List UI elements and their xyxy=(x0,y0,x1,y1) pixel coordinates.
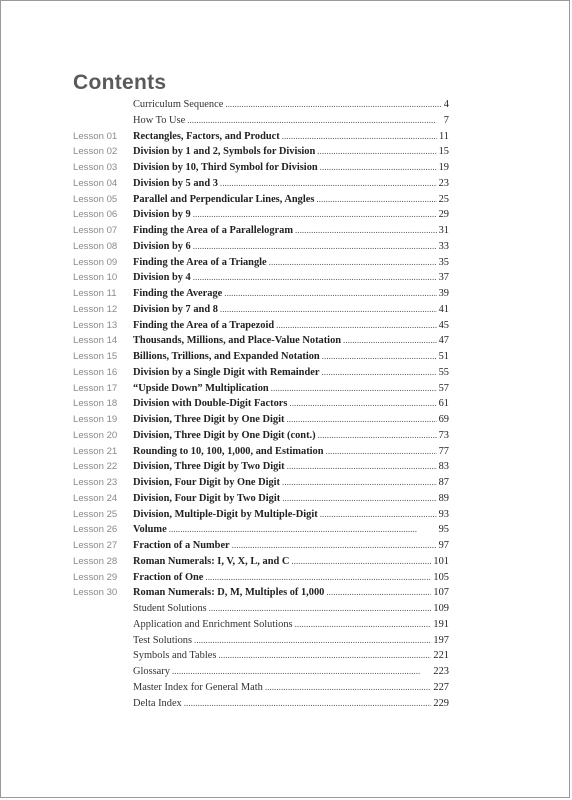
entry-title: Roman Numerals: I, V, X, L, and C xyxy=(133,555,290,567)
entry-title: Division, Three Digit by Two Digit xyxy=(133,461,285,473)
page-number: 7 xyxy=(443,114,449,126)
lesson-number: Lesson 04 xyxy=(73,177,118,189)
entry-title: Delta Index xyxy=(133,697,182,709)
toc-entry xyxy=(73,396,449,412)
dot-leader xyxy=(282,475,437,491)
dot-leader xyxy=(295,223,437,239)
dot-leader xyxy=(194,633,431,649)
page-number: 227 xyxy=(433,681,449,693)
page-number: 191 xyxy=(433,618,449,630)
entry-title: Master Index for General Math xyxy=(133,681,263,693)
dot-leader xyxy=(205,570,431,586)
page-number: 47 xyxy=(438,335,449,347)
toc-entry xyxy=(73,475,449,491)
lesson-number: Lesson 07 xyxy=(73,225,118,236)
lesson-number: Lesson 18 xyxy=(73,398,118,410)
toc-entry xyxy=(73,554,449,570)
toc-entry xyxy=(73,664,449,680)
page-number: 29 xyxy=(438,209,449,221)
toc-entry xyxy=(73,239,449,255)
dot-leader xyxy=(282,491,436,507)
entry-title: Division by 9 xyxy=(133,209,191,221)
page-number: 35 xyxy=(438,256,449,268)
lesson-number: Lesson 14 xyxy=(73,335,118,347)
lesson-number: Lesson 10 xyxy=(73,272,118,284)
dot-leader xyxy=(172,664,431,680)
toc-entry xyxy=(73,333,449,349)
toc-entry xyxy=(73,617,449,633)
page-number: 97 xyxy=(438,540,449,551)
dot-leader xyxy=(184,696,432,712)
lesson-number: Lesson 02 xyxy=(73,146,118,158)
dot-leader xyxy=(276,318,436,334)
dot-leader xyxy=(193,270,437,286)
lesson-number: Lesson 26 xyxy=(73,524,118,536)
lesson-number: Lesson 15 xyxy=(73,351,118,362)
entry-title: Fraction of a Number xyxy=(133,540,230,551)
entry-title: Division by 4 xyxy=(133,272,191,284)
dot-leader xyxy=(318,428,437,444)
lesson-number: Lesson 19 xyxy=(73,414,118,425)
lesson-number: Lesson 06 xyxy=(73,209,118,221)
toc-entry xyxy=(73,491,449,507)
page-number: 11 xyxy=(438,130,449,142)
page-number: 223 xyxy=(433,666,449,677)
page-number: 83 xyxy=(438,461,449,473)
dot-leader xyxy=(220,302,437,318)
entry-title: Glossary xyxy=(133,666,170,677)
lesson-number: Lesson 22 xyxy=(73,461,118,473)
page-number: 89 xyxy=(438,492,449,504)
toc-entry xyxy=(73,113,449,129)
dot-leader xyxy=(193,239,437,255)
toc-entry xyxy=(73,255,449,271)
toc-entry xyxy=(73,680,449,696)
toc-entry xyxy=(73,129,449,145)
page-number: 33 xyxy=(438,240,449,252)
entry-title: Division by 5 and 3 xyxy=(133,177,218,189)
page-number: 101 xyxy=(433,555,449,567)
dot-leader xyxy=(289,396,436,412)
page-number: 93 xyxy=(438,508,449,520)
lesson-number: Lesson 20 xyxy=(73,429,118,441)
toc-entry xyxy=(73,365,449,381)
toc-entry xyxy=(73,428,449,444)
page-number: 221 xyxy=(433,650,449,662)
lesson-number: Lesson 28 xyxy=(73,555,118,567)
page-number: 39 xyxy=(438,288,449,299)
entry-title: Division, Four Digit by Two Digit xyxy=(133,492,281,504)
toc-entry xyxy=(73,570,449,586)
lesson-number: Lesson 16 xyxy=(73,366,118,378)
page-number: 55 xyxy=(438,366,449,378)
dot-leader xyxy=(317,144,436,160)
entry-title: “Upside Down” Multiplication xyxy=(133,382,269,394)
dot-leader xyxy=(187,113,442,129)
dot-leader xyxy=(218,648,431,664)
lesson-number: Lesson 11 xyxy=(73,288,117,299)
toc-entry xyxy=(73,144,449,160)
page-number: 69 xyxy=(438,414,449,425)
toc-entry xyxy=(73,318,449,334)
dot-leader xyxy=(265,680,432,696)
table-of-contents xyxy=(73,97,449,711)
dot-leader xyxy=(224,286,436,302)
dot-leader xyxy=(320,507,437,523)
toc-entry xyxy=(73,160,449,176)
toc-entry xyxy=(73,459,449,475)
toc-entry xyxy=(73,648,449,664)
lesson-number: Lesson 27 xyxy=(73,540,118,551)
entry-title: Division by 7 and 8 xyxy=(133,303,218,315)
entry-title: Division, Three Digit by One Digit xyxy=(133,414,285,425)
dot-leader xyxy=(225,97,441,113)
toc-entry xyxy=(73,223,449,239)
entry-title: Curriculum Sequence xyxy=(133,99,224,110)
page-number: 87 xyxy=(438,477,449,488)
toc-entry xyxy=(73,176,449,192)
lesson-number: Lesson 05 xyxy=(73,193,118,205)
toc-entry xyxy=(73,696,449,712)
lesson-number: Lesson 21 xyxy=(73,445,118,457)
dot-leader xyxy=(326,585,431,601)
toc-entry xyxy=(73,507,449,523)
entry-title: How To Use xyxy=(133,114,186,126)
entry-title: Finding the Area of a Trapezoid xyxy=(133,319,275,331)
toc-entry xyxy=(73,302,449,318)
page-number: 41 xyxy=(438,303,449,315)
lesson-number: Lesson 29 xyxy=(73,571,118,583)
entry-title: Thousands, Millions, and Place-Value Notation xyxy=(133,335,342,347)
page-number: 229 xyxy=(433,697,449,709)
lesson-number: Lesson 13 xyxy=(73,319,118,331)
page-number: 105 xyxy=(433,571,449,583)
dot-leader xyxy=(320,160,437,176)
dot-leader xyxy=(322,349,437,365)
page-number: 57 xyxy=(438,382,449,394)
entry-title: Division by 10, Third Symbol for Division xyxy=(133,162,318,173)
entry-title: Roman Numerals: D, M, Multiples of 1,000 xyxy=(133,587,325,599)
entry-title: Volume xyxy=(133,524,167,536)
entry-title: Finding the Average xyxy=(133,288,223,299)
page-number: 51 xyxy=(438,351,449,362)
lesson-number: Lesson 09 xyxy=(73,256,118,268)
lesson-number: Lesson 25 xyxy=(73,508,118,520)
page-number: 61 xyxy=(438,398,449,410)
toc-entry xyxy=(73,412,449,428)
toc-entry xyxy=(73,601,449,617)
dot-leader xyxy=(271,381,437,397)
page-number: 19 xyxy=(438,162,449,173)
entry-title: Finding the Area of a Parallelogram xyxy=(133,225,293,236)
dot-leader xyxy=(343,333,437,349)
dot-leader xyxy=(291,554,431,570)
lesson-number: Lesson 08 xyxy=(73,240,118,252)
toc-entry xyxy=(73,444,449,460)
page-number: 31 xyxy=(438,225,449,236)
entry-title: Division by 6 xyxy=(133,240,191,252)
entry-title: Symbols and Tables xyxy=(133,650,217,662)
page-number: 197 xyxy=(433,634,449,646)
toc-entry xyxy=(73,270,449,286)
entry-title: Billions, Trillions, and Expanded Notation xyxy=(133,351,320,362)
entry-title: Division by a Single Digit with Remainder xyxy=(133,366,320,378)
page-number: 4 xyxy=(443,99,449,110)
entry-title: Division, Four Digit by One Digit xyxy=(133,477,281,488)
page-number: 95 xyxy=(438,524,449,536)
lesson-number: Lesson 03 xyxy=(73,162,118,173)
toc-entry xyxy=(73,349,449,365)
page-number: 15 xyxy=(438,146,449,158)
page-title: Contents xyxy=(73,71,167,94)
dot-leader xyxy=(316,192,436,208)
entry-title: Test Solutions xyxy=(133,634,193,646)
dot-leader xyxy=(209,601,432,617)
dot-leader xyxy=(295,617,432,633)
dot-leader xyxy=(326,444,437,460)
entry-title: Fraction of One xyxy=(133,571,204,583)
toc-entry xyxy=(73,192,449,208)
dot-leader xyxy=(232,538,437,554)
page-number: 107 xyxy=(433,587,449,599)
dot-leader xyxy=(286,412,436,428)
entry-title: Parallel and Perpendicular Lines, Angles xyxy=(133,193,315,205)
entry-title: Division, Multiple-Digit by Multiple-Digit xyxy=(133,508,318,520)
toc-entry xyxy=(73,207,449,223)
toc-entry xyxy=(73,585,449,601)
toc-entry xyxy=(73,522,449,538)
entry-title: Application and Enrichment Solutions xyxy=(133,618,293,630)
toc-entry xyxy=(73,633,449,649)
dot-leader xyxy=(193,207,437,223)
lesson-number: Lesson 24 xyxy=(73,492,118,504)
toc-entry xyxy=(73,538,449,554)
dot-leader xyxy=(220,176,437,192)
lesson-number: Lesson 12 xyxy=(73,303,118,315)
entry-title: Rectangles, Factors, and Product xyxy=(133,130,280,142)
page-number: 23 xyxy=(438,177,449,189)
lesson-number: Lesson 17 xyxy=(73,382,118,394)
dot-leader xyxy=(169,522,437,538)
toc-entry xyxy=(73,286,449,302)
page-number: 25 xyxy=(438,193,449,205)
entry-title: Division, Three Digit by One Digit (cont.) xyxy=(133,429,316,441)
dot-leader xyxy=(287,459,437,475)
page-number: 45 xyxy=(438,319,449,331)
entry-title: Rounding to 10, 100, 1,000, and Estimation xyxy=(133,445,324,457)
entry-title: Division with Double-Digit Factors xyxy=(133,398,288,410)
lesson-number: Lesson 30 xyxy=(73,587,118,599)
lesson-number: Lesson 01 xyxy=(73,130,118,142)
toc-entry xyxy=(73,97,449,113)
dot-leader xyxy=(321,365,436,381)
entry-title: Finding the Area of a Triangle xyxy=(133,256,267,268)
page-number: 73 xyxy=(438,429,449,441)
entry-title: Division by 1 and 2, Symbols for Division xyxy=(133,146,316,158)
dot-leader xyxy=(269,255,437,271)
dot-leader xyxy=(282,129,437,145)
toc-entry xyxy=(73,381,449,397)
entry-title: Student Solutions xyxy=(133,603,207,614)
page-number: 37 xyxy=(438,272,449,284)
lesson-number: Lesson 23 xyxy=(73,477,118,488)
page-number: 77 xyxy=(438,445,449,457)
page-number: 109 xyxy=(433,603,449,614)
